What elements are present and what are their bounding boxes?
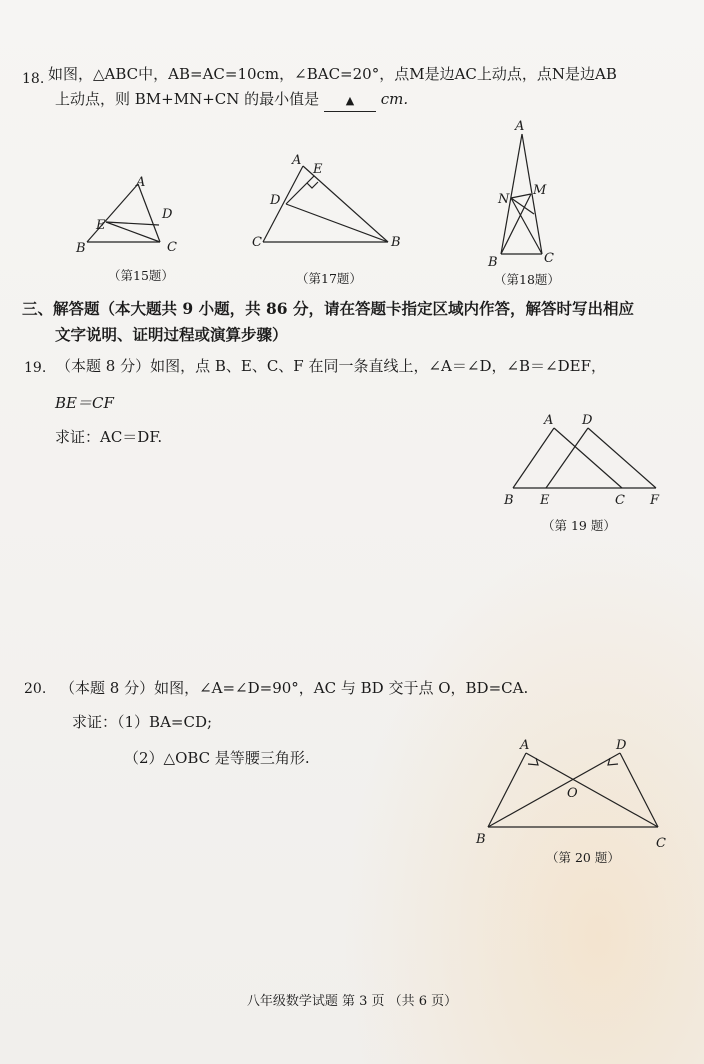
q18-answer-blank [324, 89, 376, 112]
fig20-label-a: A [520, 738, 530, 753]
section3-line1: 三、解答题（本大题共 9 小题，共 86 分，请在答题卡指定区域内作答，解答时写出相应 [22, 299, 634, 318]
fig18-label-b: B [488, 255, 498, 266]
fig15-caption: （第15题） [108, 268, 174, 283]
fig18-label-m: M [533, 183, 547, 198]
q19-line1: （本题 8 分）如图，点 B、E、C、F 在同一条直线上，∠A＝∠D，∠B＝∠DEF， [56, 357, 607, 375]
fig20-label-c: C [656, 836, 666, 851]
fig18-label-c: C [544, 251, 554, 266]
fig18-label-a: A [515, 119, 525, 134]
fig15-label-d: D [162, 207, 173, 222]
fig17-label-d: D [270, 193, 281, 208]
figure-20 [470, 735, 670, 855]
fig17-label-b: B [391, 235, 401, 250]
fig19-label-d: D [582, 413, 593, 428]
fig19-label-a: A [544, 413, 554, 428]
figure-17 [248, 148, 408, 258]
fig19-label-f: F [650, 493, 660, 508]
fig17-caption: （第17题） [296, 271, 362, 286]
fig18-label-n: N [498, 192, 510, 207]
fig20-label-o: O [567, 786, 578, 801]
q18-line2 [55, 89, 408, 112]
figure-19 [496, 402, 676, 512]
q19-number: 19. [24, 360, 47, 376]
fig15-label-c: C [167, 240, 177, 255]
fig19-caption: （第 19 题） [542, 518, 616, 533]
q18-number: 18. [22, 71, 45, 87]
q18-line2-post: cm. [380, 90, 409, 108]
fig19-label-c: C [615, 493, 625, 508]
section3-line2: 文字说明、证明过程或演算步骤） [55, 325, 288, 344]
triangle-mark-icon: ▲ [345, 94, 355, 107]
page-footer: 八年级数学试题 第 3 页 （共 6 页） [246, 994, 458, 1009]
fig18-caption: （第18题） [494, 272, 560, 287]
fig20-caption: （第 20 题） [546, 850, 620, 865]
fig17-label-e: E [313, 162, 323, 177]
q19-line2: BE＝CF [55, 394, 114, 412]
fig20-label-d: D [616, 738, 627, 753]
q19-line3: 求证：AC＝DF. [55, 428, 163, 446]
figure-18 [484, 116, 564, 266]
fig20-label-b: B [476, 832, 486, 847]
q20-line2: 求证：（1）BA=CD; [72, 713, 213, 731]
q18-line2-pre: 上动点，则 BM+MN+CN 的最小值是 [55, 90, 320, 108]
q20-number: 20. [24, 681, 47, 697]
fig15-label-a: A [136, 175, 146, 190]
fig15-label-b: B [76, 241, 86, 256]
figure-15 [70, 170, 200, 260]
q18-line1: 如图，△ABC中，AB=AC=10cm，∠BAC=20°，点M是边AC上动点，点N是边AB [48, 65, 617, 83]
fig17-label-a: A [292, 153, 302, 168]
fig17-label-c: C [252, 235, 262, 250]
q20-line1: （本题 8 分）如图，∠A=∠D=90°，AC 与 BD 交于点 O，BD=CA. [60, 679, 529, 697]
q20-line3: （2）△OBC 是等腰三角形. [124, 749, 310, 767]
fig15-label-e: E [96, 218, 106, 233]
fig19-label-b: B [504, 493, 514, 508]
fig19-label-e: E [540, 493, 550, 508]
